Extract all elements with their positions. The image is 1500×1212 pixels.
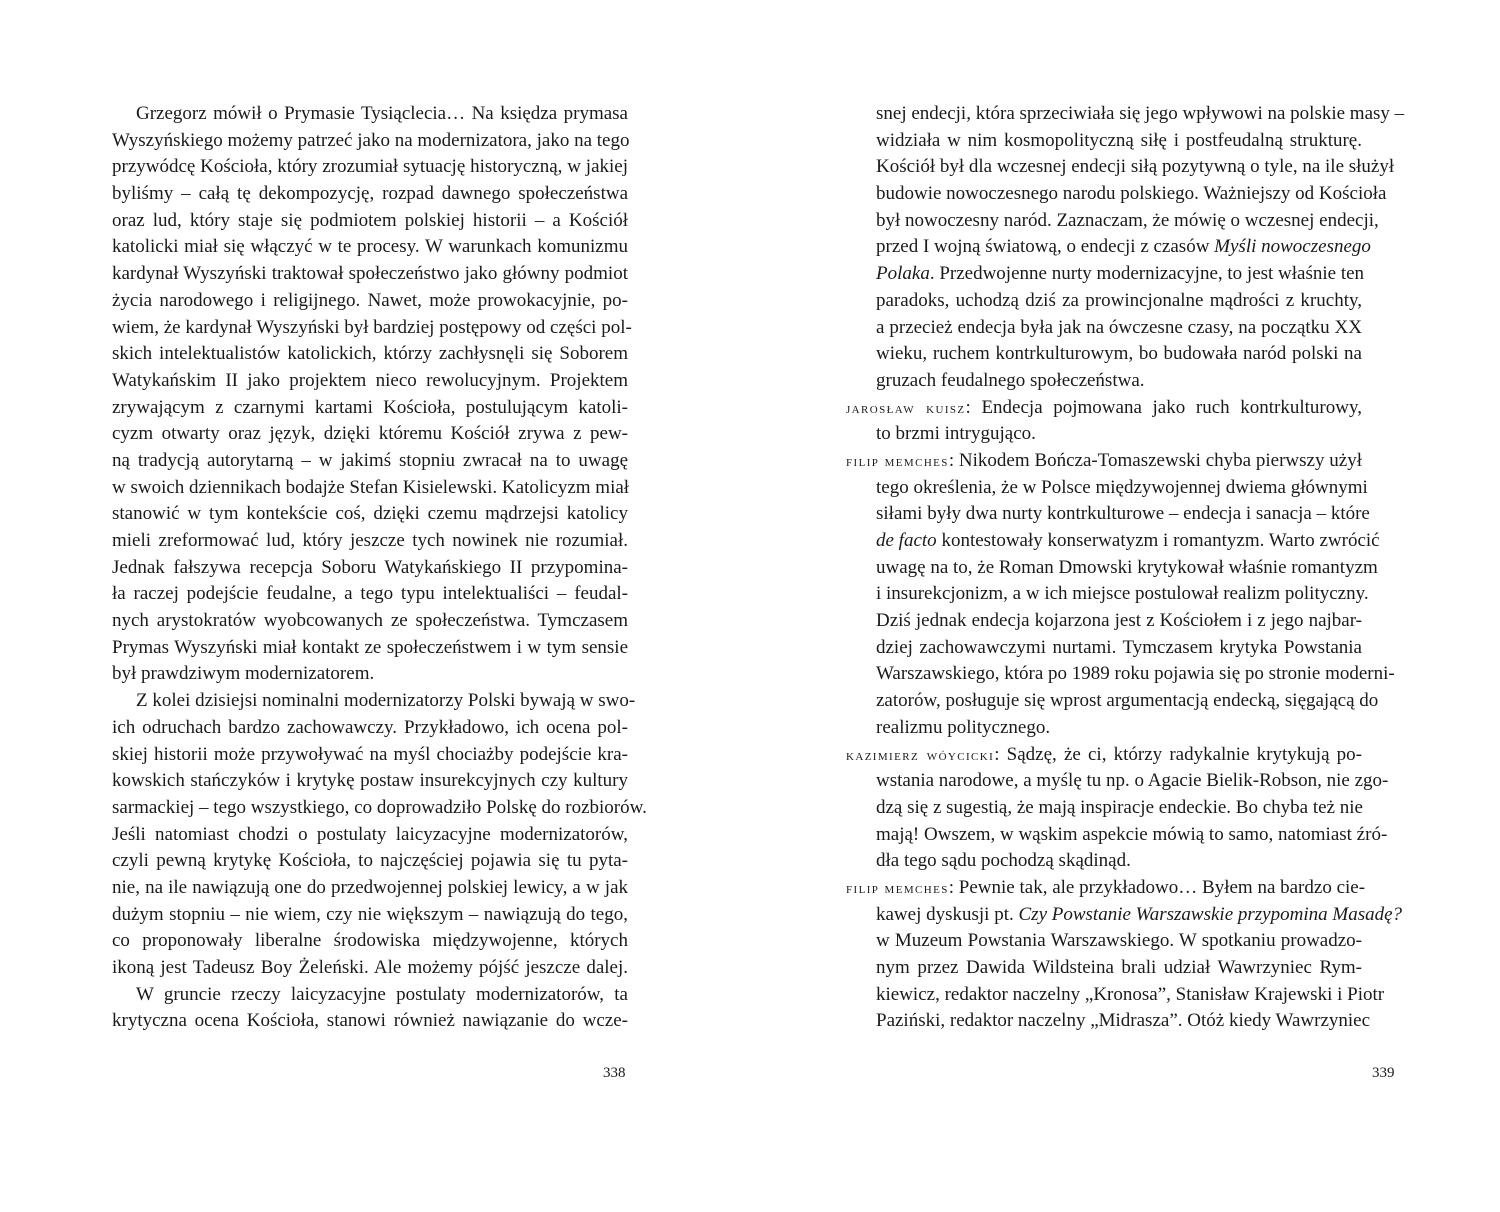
right-page bbox=[750, 0, 1500, 1212]
text-line: paradoks, uchodzą dziś za prowincjonalne mądrości z kruchty, bbox=[876, 289, 1362, 311]
text-line: zatorów, posługuje się wprost argumentacją endecką, sięgającą do bbox=[876, 690, 1379, 712]
text-line: Watykańskim II jako projektem nieco rewolucyjnym. Projektem bbox=[112, 369, 628, 391]
text-line: skich intelektualistów katolickich, którzy zachłysnęli się Soborem bbox=[112, 343, 628, 365]
text-line: Grzegorz mówił o Prymasie Tysiąclecia… Na księdza prymasa bbox=[136, 103, 628, 124]
text-line: Wyszyńskiego możemy patrzeć jako na modernizatora, jako na tego bbox=[112, 129, 630, 151]
text-line bbox=[846, 902, 1403, 929]
text-line: cyzm otwarty oraz język, dzięki któremu Kościół zrywa z pew- bbox=[112, 423, 628, 445]
text-line: wieku, ruchem kontrkulturowym, bo budowała naród polski na bbox=[876, 343, 1362, 365]
text-fragment: : Sądzę, że ci, którzy radykalnie krytykują po- bbox=[994, 743, 1362, 765]
text-line: uwagę na to, że Roman Dmowski krytykował właśnie romantyzm bbox=[876, 556, 1378, 578]
speaker-name: jarosław kuisz bbox=[846, 399, 966, 417]
text-line: w Muzeum Powstania Warszawskiego. W spotkaniu prowadzo- bbox=[876, 930, 1362, 952]
speaker-name: filip memches bbox=[846, 452, 949, 470]
text-line: to brzmi intrygująco. bbox=[876, 423, 1036, 445]
text-line: ną tradycją autorytarną – w jakimś stopniu zwracał na to uwagę bbox=[112, 449, 628, 471]
book-title: Myśli nowoczesnego bbox=[1214, 236, 1371, 258]
text-line bbox=[846, 261, 1365, 288]
text-line: byliśmy – całą tę dekompozycję, rozpad dawnego społeczeństwa bbox=[112, 183, 628, 205]
text-line: stanowić w tym kontekście coś, dzięki czemu mądrzejsi katolicy bbox=[112, 503, 628, 525]
page-number: 339 bbox=[1372, 1065, 1395, 1081]
text-line: mają! Owszem, w wąskim aspekcie mówią to samo, natomiast źró- bbox=[876, 823, 1388, 845]
text-fragment: : Endecja pojmowana jako ruch kontrkulturowy, bbox=[965, 396, 1362, 418]
page-number: 338 bbox=[603, 1065, 626, 1081]
text-fragment: . Przedwojenne nurty modernizacyjne, to jest właśnie ten bbox=[929, 263, 1365, 285]
text-line: realizmu politycznego. bbox=[876, 716, 1051, 738]
text-line: dła tego sądu pochodzą skądinąd. bbox=[876, 850, 1131, 872]
text-fragment: przed I wojną światową, o endecji z czasów bbox=[876, 236, 1215, 258]
text-line: mieli zreformować lud, który jeszcze tych nowinek nie rozumiał. bbox=[112, 530, 628, 551]
text-line: wiem, że kardynał Wyszyński był bardziej postępowy od części pol- bbox=[112, 316, 632, 338]
speaker-line bbox=[846, 448, 1362, 475]
text-line: życia narodowego i religijnego. Nawet, może prowokacyjnie, po- bbox=[112, 289, 628, 311]
text-line: Paziński, redaktor naczelny „Midrasza”. Otóż kiedy Wawrzyniec bbox=[876, 1010, 1371, 1032]
text-line: Kościół był dla wczesnej endecji siłą pozytywną o tyle, na ile służył bbox=[876, 156, 1395, 178]
text-line: co proponowały liberalne środowiska międzywojenne, których bbox=[112, 930, 628, 952]
text-line: ła raczej podejście feudalne, a tego typu intelektualiści – feudal- bbox=[112, 583, 628, 605]
speaker-line bbox=[846, 395, 1362, 422]
text-line: widziała w nim kosmopolityczną siłę i postfeudalną strukturę. bbox=[876, 129, 1362, 151]
text-line bbox=[846, 528, 1380, 555]
text-line: czyli pewną krytykę Kościoła, to najczęściej pojawia się tu pyta- bbox=[112, 850, 628, 872]
text-line: skiej historii może przywoływać na myśl chociażby podejście kra- bbox=[112, 743, 628, 765]
text-line: Jeśli natomiast chodzi o postulaty laicyzacyjne modernizatorów, bbox=[112, 823, 628, 845]
text-fragment: : Nikodem Bończa-Tomaszewski chyba pierwszy użył bbox=[948, 449, 1362, 471]
text-line: dzą się z sugestią, że mają inspiracje endeckie. Bo chyba też nie bbox=[876, 796, 1363, 818]
right-text-block bbox=[846, 101, 1405, 1035]
latin-phrase: de facto bbox=[876, 530, 937, 551]
book-title: Polaka bbox=[876, 263, 930, 285]
text-line: sarmackiej – tego wszystkiego, co doprowadziło Polskę do rozbiorów. bbox=[112, 796, 647, 818]
text-line: i insurekcjonizm, a w ich miejsce postulował realizm polityczny. bbox=[876, 583, 1369, 605]
text-line: w swoich dziennikach bodajże Stefan Kisielewski. Katolicyzm miał bbox=[112, 476, 630, 498]
text-line: nie, na ile nawiązują one do przedwojennej polskiej lewicy, a w jak bbox=[112, 876, 628, 898]
text-line: ikoną jest Tadeusz Boy Żeleński. Ale możemy pójść jeszcze dalej. bbox=[112, 957, 628, 978]
text-line: nym przez Dawida Wildsteina brali udział Wawrzyniec Rym- bbox=[876, 957, 1362, 978]
text-line: Prymas Wyszyński miał kontakt ze społeczeństwem i w tym sensie bbox=[112, 636, 628, 658]
book-title: Czy Powstanie Warszawskie przypomina Masadę? bbox=[1018, 903, 1403, 925]
text-line: gruzach feudalnego społeczeństwa. bbox=[876, 369, 1145, 391]
text-line: Warszawskiego, która po 1989 roku pojawia się po stronie moderni- bbox=[876, 663, 1395, 685]
speaker-name: kazimierz wóycicki bbox=[846, 746, 995, 764]
text-line: budowie nowoczesnego narodu polskiego. Ważniejszy od Kościoła bbox=[876, 183, 1387, 205]
text-line: przywódcę Kościoła, który zrozumiał sytuację historyczną, w jakiej bbox=[112, 156, 628, 178]
text-line: katolicki miał się włączyć w te procesy. W warunkach komunizmu bbox=[112, 236, 628, 258]
text-line: siłami były dwa nurty kontrkulturowe – endecja i sanacja – które bbox=[876, 503, 1370, 525]
text-line bbox=[846, 234, 1371, 261]
text-line: krytyczna ocena Kościoła, stanowi również nawiązanie do wcze- bbox=[112, 1010, 628, 1032]
text-line: był nowoczesny naród. Zaznaczam, że mówię o wczesnej endecji, bbox=[876, 209, 1379, 231]
text-line: tego określenia, że w Polsce międzywojennej dwiema głównymi bbox=[876, 476, 1368, 498]
text-line: wstania narodowe, a myślę tu np. o Agacie Bielik-Robson, nie zgo- bbox=[876, 770, 1389, 792]
text-line: snej endecji, która sprzeciwiała się jego wpływowi na polskie masy – bbox=[876, 103, 1405, 124]
text-line: dziej zachowawczymi nurtami. Tymczasem krytyka Powstania bbox=[876, 636, 1362, 658]
text-line: W gruncie rzeczy laicyzacyjne postulaty modernizatorów, ta bbox=[136, 983, 628, 1005]
text-line: a przecież endecja była jak na ówczesne czasy, na początku XX bbox=[876, 316, 1362, 338]
speaker-line bbox=[846, 875, 1366, 902]
text-line: Dziś jednak endecja kojarzona jest z Kościołem i z jego najbar- bbox=[876, 610, 1362, 632]
text-line: Jednak fałszywa recepcja Soboru Watykańskiego II przypomina- bbox=[112, 556, 628, 578]
speaker-name: filip memches bbox=[846, 879, 949, 897]
text-line: nych arystokratów wyobcowanych ze społeczeństwa. Tymczasem bbox=[112, 610, 628, 632]
text-line: zrywającym z czarnymi kartami Kościoła, postulującym katoli- bbox=[112, 396, 628, 418]
text-line: Z kolei dzisiejsi nominalni modernizatorzy Polski bywają w swo- bbox=[136, 690, 636, 712]
text-fragment: kawej dyskusji pt. bbox=[876, 903, 1019, 925]
text-line: dużym stopniu – nie wiem, czy nie większym – nawiązują do tego, bbox=[112, 903, 628, 925]
text-line: kowskich stańczyków i krytykę postaw insurekcyjnych czy kultury bbox=[112, 770, 628, 792]
text-fragment: : Pewnie tak, ale przykładowo… Byłem na bardzo cie- bbox=[948, 876, 1366, 898]
speaker-line bbox=[846, 742, 1362, 769]
text-line: był prawdziwym modernizatorem. bbox=[112, 663, 375, 685]
text-line: ich odruchach bardzo zachowawczy. Przykładowo, ich ocena pol- bbox=[112, 716, 628, 738]
text-line: kiewicz, redaktor naczelny „Kronosa”, Stanisław Krajewski i Piotr bbox=[876, 983, 1385, 1005]
text-line: oraz lud, który staje się podmiotem polskiej historii – a Kościół bbox=[112, 209, 628, 231]
text-line: kardynał Wyszyński traktował społeczeństwo jako główny podmiot bbox=[112, 263, 628, 285]
text-fragment: kontestowały konserwatyzm i romantyzm. Warto zwrócić bbox=[936, 530, 1380, 551]
left-text-block bbox=[112, 101, 647, 1035]
